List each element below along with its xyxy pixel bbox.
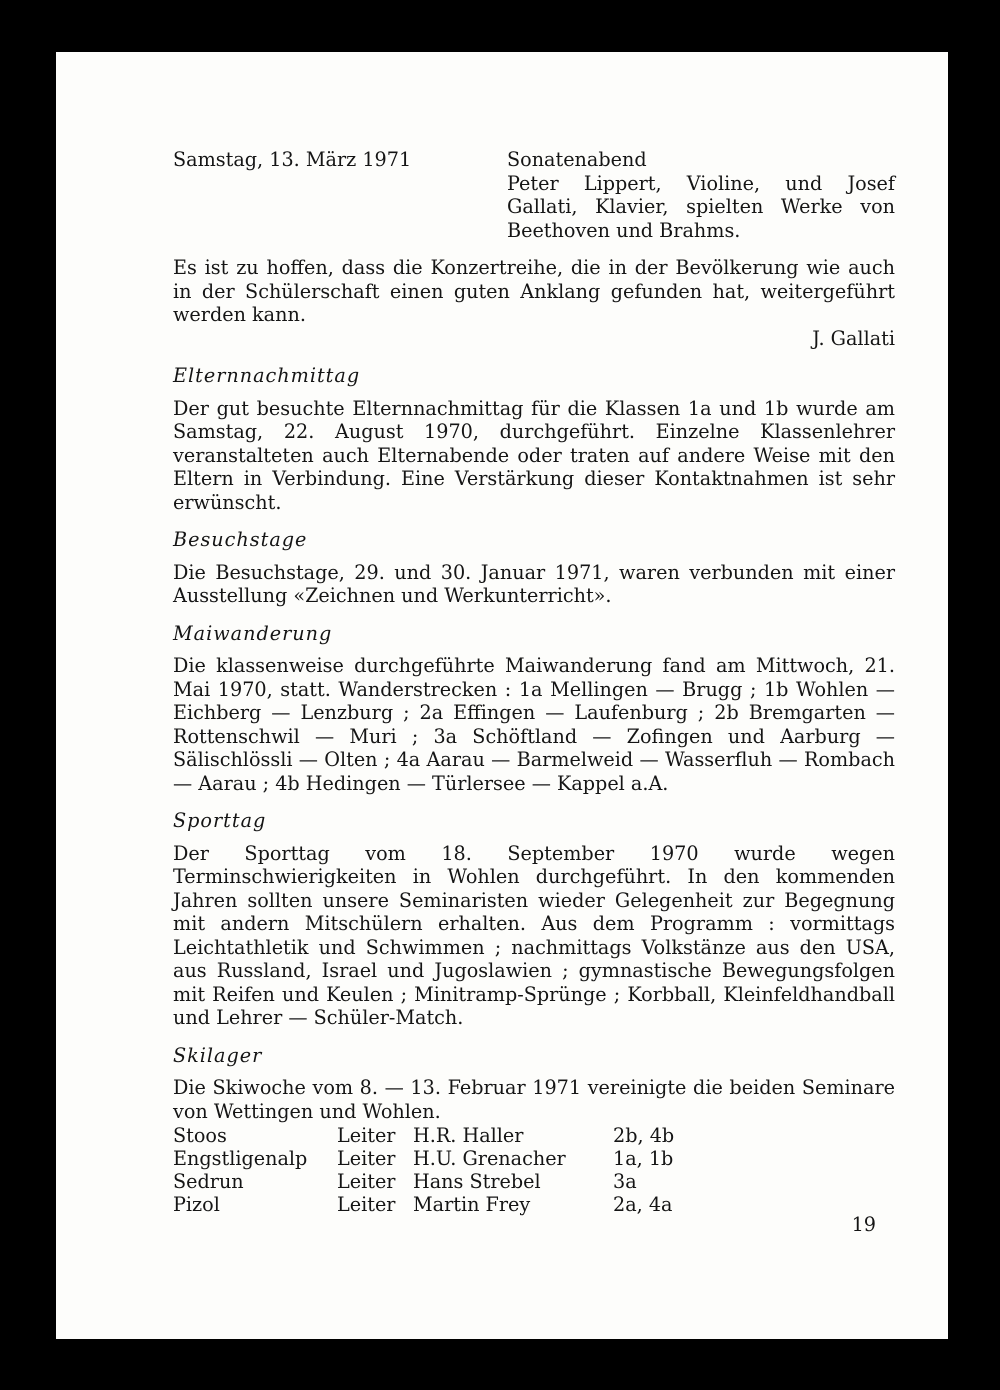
event-text: Peter Lippert, Violine, und Josef Gallati, Klavier, spielten Werke von Beethoven und Brahms. <box>507 171 895 242</box>
camp-classes: 2b, 4b <box>613 1124 675 1147</box>
camp-place: Sedrun <box>173 1170 244 1193</box>
section-text: Die klassenweise durchgeführte Maiwanderung fand am Mittwoch, 21. Mai 1970, statt. Wanderstrecken : 1a Mellingen — Brugg ; 1b Wohlen — Eichberg — Lenzburg ; 2a Effingen — Laufenburg ; 2b Bremgarten — Rottenschwil — Muri ; 3a Schöftland — Zofingen und Aarburg — Sälischlössli — Olten ; 4a Aarau — Barmelweid — Wasserfluh — Rombach — Aarau ; 4b Hedingen — Türlersee — Kappel a.A. <box>173 654 895 795</box>
page-content <box>173 148 895 1216</box>
camp-place: Stoos <box>173 1124 227 1147</box>
document-page <box>56 52 948 1339</box>
section-heading: Elternnachmittag <box>173 364 361 387</box>
section-text: Der gut besuchte Elternnachmittag für die Klassen 1a und 1b wurde am Samstag, 22. August 1970, durchgeführt. Einzelne Klassenlehrer veranstalteten auch Elternabende oder traten auf andere Weise mit den Eltern in Verbindung. Eine Verstärkung dieser Kontaktnahmen ist sehr erwünscht. <box>173 396 895 514</box>
camp-role: Leiter <box>337 1170 396 1193</box>
camp-classes: 2a, 4a <box>613 1193 673 1216</box>
concert-event <box>173 148 895 242</box>
ski-camp-table <box>173 1124 674 1216</box>
section-text: Der Sporttag vom 18. September 1970 wurde wegen Terminschwierigkeiten in Wohlen durchgeführt. In den kommenden Jahren sollten unsere Seminaristen wieder Gelegenheit zur Begegnung mit andern Mitschülern erhalten. Aus dem Programm : vormittags Leichtathletik und Schwimmen ; nachmittags Volkstänze aus den USA, aus Russland, Israel und Jugoslawien ; gymnastische Bewegungsfolgen mit Reifen und Keulen ; Minitramp-Sprünge ; Korbball, Kleinfeldhandball und Lehrer — Schüler-Match. <box>173 841 895 1029</box>
camp-role: Leiter <box>337 1193 396 1216</box>
section-heading: Maiwanderung <box>173 621 333 645</box>
section-maiwanderung <box>173 622 895 796</box>
section-heading: Besuchstage <box>173 528 308 551</box>
event-date: Samstag, 13. März 1971 <box>173 148 412 171</box>
concert-paragraph <box>173 256 895 350</box>
camp-role: Leiter <box>337 1124 396 1147</box>
section-skilager <box>173 1044 895 1217</box>
section-heading: Skilager <box>173 1043 263 1067</box>
section-text: Die Skiwoche vom 8. — 13. Februar 1971 vereinigte die beiden Seminare von Wettingen und Wohlen. <box>173 1076 895 1123</box>
table-row <box>173 1124 674 1147</box>
section-text: Die Besuchstage, 29. und 30. Januar 1971, waren verbunden mit einer Ausstellung «Zeichnen und Werkunterricht». <box>173 560 895 607</box>
event-title: Sonatenabend <box>507 148 647 171</box>
table-row <box>173 1170 674 1193</box>
camp-classes: 1a, 1b <box>613 1147 674 1170</box>
camp-leader: Hans Strebel <box>413 1170 541 1193</box>
camp-leader: H.U. Grenacher <box>413 1147 566 1170</box>
camp-role: Leiter <box>337 1147 396 1170</box>
camp-classes: 3a <box>613 1170 637 1193</box>
camp-place: Engstligenalp <box>173 1147 308 1170</box>
page-number: 19 <box>851 1213 876 1236</box>
table-row <box>173 1147 674 1170</box>
camp-leader: Martin Frey <box>413 1193 531 1216</box>
section-sporttag <box>173 809 895 1030</box>
section-elternnachmittag <box>173 364 895 514</box>
author-line <box>173 327 895 351</box>
author-signature: J. Gallati <box>812 326 895 350</box>
event-description <box>507 148 895 242</box>
camp-leader: H.R. Haller <box>413 1124 524 1147</box>
section-heading: Sporttag <box>173 809 267 832</box>
table-row <box>173 1193 674 1216</box>
section-besuchstage <box>173 528 895 608</box>
camp-place: Pizol <box>173 1193 220 1216</box>
paragraph-text: Es ist zu hoffen, dass die Konzertreihe, die in der Bevölkerung wie auch in der Schülerschaft einen guten Anklang gefunden hat, weitergeführt werden kann. <box>173 256 895 326</box>
